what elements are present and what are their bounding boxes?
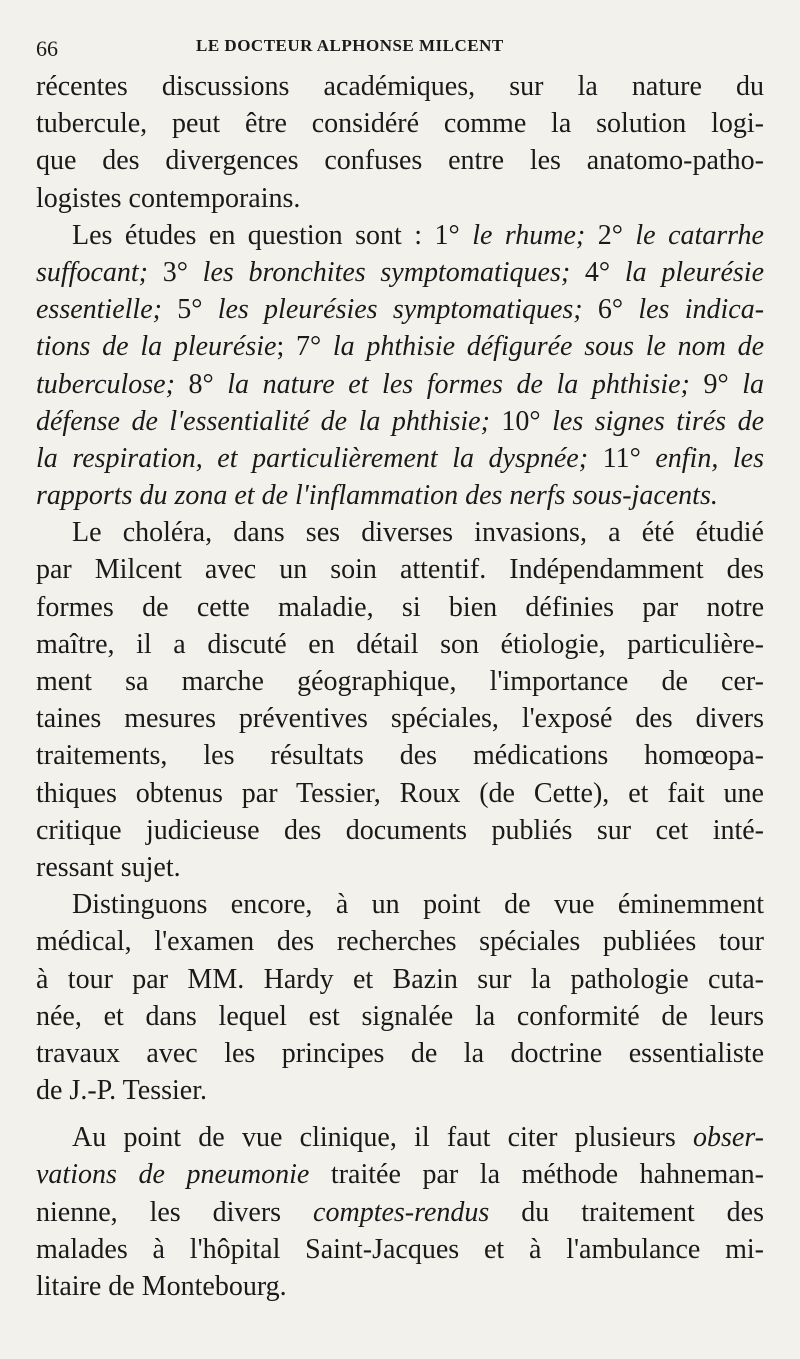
body-text (36, 68, 764, 1305)
text-run: Les études en question sont : 1° (72, 219, 473, 251)
text-line (36, 105, 764, 142)
text-run: 2° (585, 219, 636, 251)
italic-text: la respiration, et particulièrement la dyspnée; (36, 442, 589, 474)
italic-text: la pleurésie (624, 256, 764, 288)
italic-text: rapports du zona et de l'inflammation des nerfs sous-jacents. (36, 480, 718, 512)
text-line (36, 849, 764, 886)
text-run: travaux avec les principes de la doctrine essentialiste (36, 1037, 764, 1069)
text-line (36, 68, 764, 105)
text-line (36, 291, 764, 328)
text-line (36, 923, 764, 960)
text-run: à tour par MM. Hardy et Bazin sur la pathologie cuta- (36, 963, 764, 995)
text-line (36, 403, 764, 440)
paragraph (36, 514, 764, 886)
text-line (36, 477, 764, 514)
text-line (36, 551, 764, 588)
paragraph (36, 886, 764, 1109)
italic-text: le catarrhe (635, 219, 764, 251)
italic-text: défense de l'essentialité de la phthisie; (36, 405, 490, 437)
text-run: 5° (161, 294, 218, 326)
text-line (36, 663, 764, 700)
text-line (36, 626, 764, 663)
text-run: 10° (489, 405, 553, 437)
text-line (36, 998, 764, 1035)
text-run: traitée par la méthode hahneman- (309, 1159, 764, 1191)
text-line (36, 440, 764, 477)
paragraph (36, 217, 764, 515)
text-run: 9° (689, 368, 743, 400)
text-line (36, 700, 764, 737)
text-line (36, 1156, 764, 1193)
text-run: traitements, les résultats des médications homœopa- (36, 740, 764, 772)
text-line (36, 142, 764, 179)
text-run: ressant sujet. (36, 851, 181, 883)
text-run: tubercule, peut être considéré comme la solution logi- (36, 108, 764, 140)
text-line (36, 961, 764, 998)
italic-text: les pleurésies symptomatiques; (217, 294, 583, 326)
italic-text: les indica- (638, 294, 765, 326)
text-run: par Milcent avec un soin attentif. Indépendamment des (36, 554, 764, 586)
text-run: Le choléra, dans ses diverses invasions, a été étudié (72, 517, 764, 549)
italic-text: les bronchites symptomatiques; (202, 256, 571, 288)
italic-text: obser- (693, 1122, 764, 1154)
italic-text: tuberculose; (36, 368, 175, 400)
italic-text: la (742, 368, 765, 400)
text-run: ; 7° (276, 331, 333, 363)
italic-text: tions de la pleurésie (36, 331, 277, 363)
paragraph (36, 1109, 764, 1305)
text-line (36, 366, 764, 403)
text-run: maître, il a discuté en détail son étiologie, particulière- (36, 628, 764, 660)
text-line (36, 1072, 764, 1109)
text-run: 4° (570, 256, 625, 288)
text-line (36, 886, 764, 923)
page-number: 66 (36, 36, 58, 61)
italic-text: essentielle; (36, 294, 162, 326)
italic-text: les signes tirés de (552, 405, 764, 437)
text-run: récentes discussions académiques, sur la nature du (36, 71, 764, 102)
text-line (36, 737, 764, 774)
text-line (36, 1231, 764, 1268)
text-line (36, 514, 764, 551)
text-run: logistes contemporains. (36, 182, 301, 214)
text-run: 3° (148, 256, 203, 288)
text-run: nienne, les divers (36, 1196, 314, 1228)
text-run: née, et dans lequel est signalée la conformité de leurs (36, 1000, 764, 1032)
text-line (36, 812, 764, 849)
text-run: du traitement des (489, 1196, 765, 1228)
italic-text: la nature et les formes de la phthisie; (227, 368, 690, 400)
text-run: 11° (588, 442, 656, 474)
text-run: médical, l'examen des recherches spéciales publiées tour (36, 926, 764, 958)
text-run: thiques obtenus par Tessier, Roux (de Cette), et fait une (36, 777, 764, 809)
text-run: 8° (174, 368, 228, 400)
text-line (36, 1268, 764, 1305)
text-line (36, 217, 764, 254)
italic-text: vations de pneumonie (36, 1159, 310, 1191)
text-run: critique judicieuse des documents publiés sur cet inté- (36, 814, 764, 846)
text-run: litaire de Montebourg. (36, 1271, 287, 1302)
running-title: LE DOCTEUR ALPHONSE MILCENT (196, 36, 504, 55)
text-line (36, 328, 764, 365)
text-run: Distinguons encore, à un point de vue éminemment (72, 889, 764, 921)
italic-text: comptes-rendus (313, 1196, 490, 1228)
text-line (36, 1035, 764, 1072)
text-run: ment sa marche géographique, l'importance de cer- (36, 666, 764, 697)
text-line (36, 1194, 764, 1231)
text-run: 6° (582, 294, 639, 326)
text-run: que des divergences confuses entre les anatomo-patho- (36, 145, 764, 177)
text-line (36, 589, 764, 626)
text-line (36, 180, 764, 217)
paragraph (36, 68, 764, 217)
text-run: Au point de vue clinique, il faut citer plusieurs (72, 1122, 694, 1154)
italic-text: le rhume; (472, 219, 586, 251)
text-line (36, 775, 764, 812)
italic-text: suffocant; (36, 256, 148, 288)
text-run: de J.-P. Tessier. (36, 1075, 207, 1107)
page-header (36, 36, 786, 66)
text-run: formes de cette maladie, si bien définies par notre (36, 591, 764, 623)
text-run: taines mesures préventives spéciales, l'exposé des divers (36, 703, 764, 735)
text-run: malades à l'hôpital Saint-Jacques et à l'ambulance mi- (36, 1233, 764, 1265)
italic-text: la phthisie défigurée sous le nom de (332, 331, 765, 363)
italic-text: enfin, les (655, 442, 764, 474)
text-line (36, 1119, 764, 1156)
text-line (36, 254, 764, 291)
